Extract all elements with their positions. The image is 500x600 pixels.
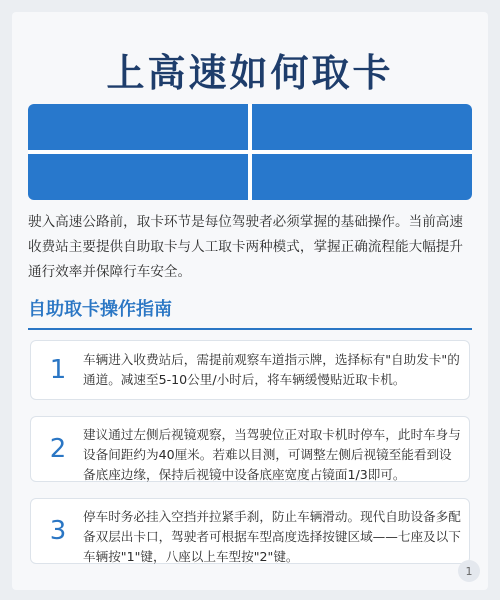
banner-panel: [28, 154, 248, 200]
section-divider: [28, 328, 472, 330]
step-number: 1: [49, 355, 67, 385]
step-card: [30, 498, 470, 564]
section-title: 自助取卡操作指南: [28, 299, 172, 320]
banner-panel: [252, 104, 472, 150]
step-text: 车辆进入收费站后，需提前观察车道指示牌，选择标有"自助发卡"的通道。减速至5-10公里/小时后，将车辆缓慢贴近取卡机。: [83, 352, 460, 387]
page-number-badge: 1: [458, 560, 480, 582]
page-title: 上高速如何取卡: [106, 51, 394, 95]
banner-panel: [252, 154, 472, 200]
intro-paragraph: 驶入高速公路前，取卡环节是每位驾驶者必须掌握的基础操作。当前高速收费站主要提供自助取卡与人工取卡两种模式，掌握正确流程能大幅提升通行效率并保障行车安全。: [28, 214, 463, 280]
step-text: 停车时务必挂入空挡并拉紧手刹，防止车辆滑动。现代自助设备多配备双层出卡口，驾驶者可根据车型高度选择按键区域——七座及以下车辆按"1"键，八座以上车型按"2"键。: [83, 509, 461, 564]
document-page: [12, 12, 488, 590]
step-text: 建议通过左侧后视镜观察，当驾驶位正对取卡机时停车，此时车身与设备间距约为40厘米。若难以目测，可调整左侧后视镜至能看到设备底座边缘，保持后视镜中设备底座宽度占镜面1/3即可。: [83, 427, 461, 482]
step-number: 3: [49, 516, 67, 546]
step-card: [30, 416, 470, 482]
banner-image: [28, 104, 472, 200]
step-number: 2: [49, 434, 67, 464]
banner-panel: [28, 104, 248, 150]
step-card: [30, 340, 470, 400]
